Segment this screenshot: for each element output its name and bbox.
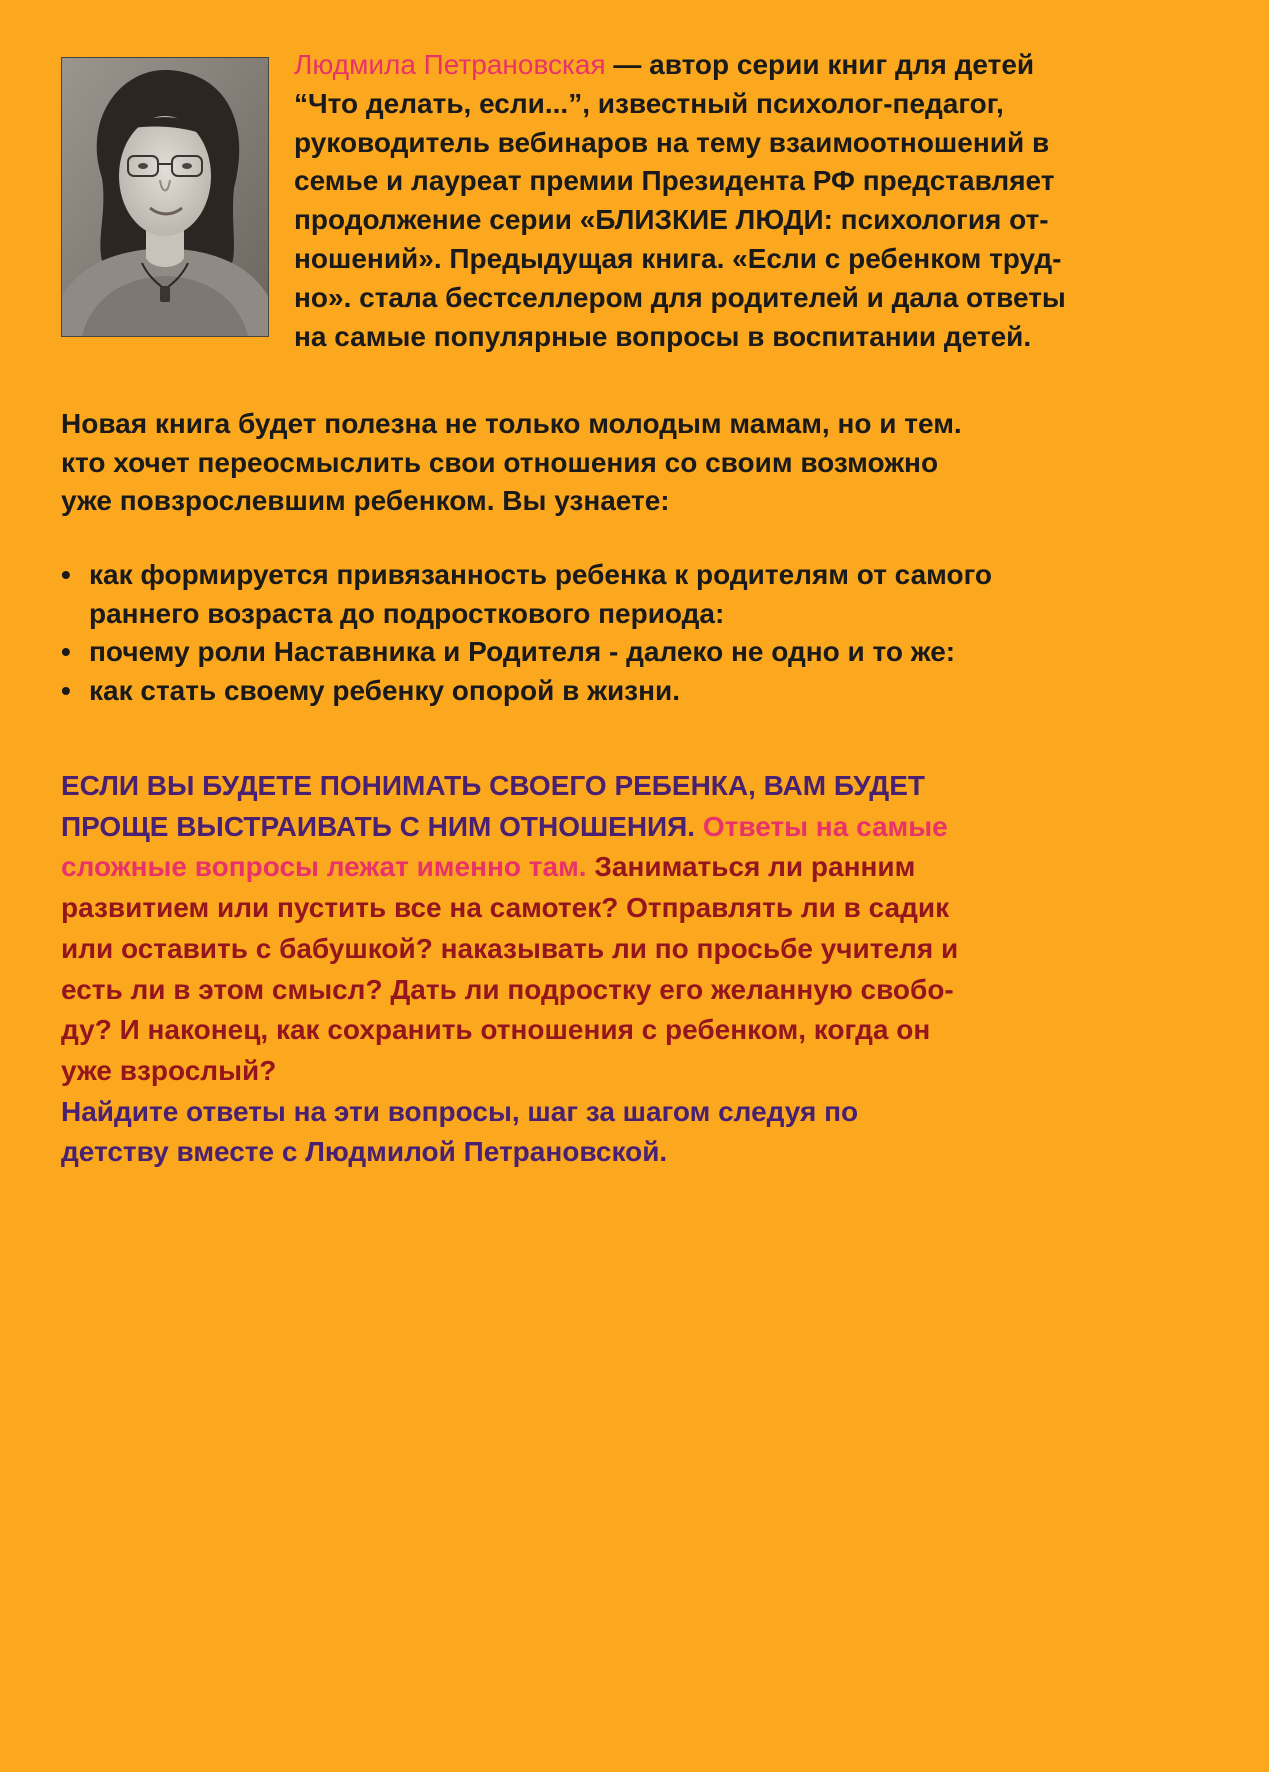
list-item [61, 633, 1201, 672]
questions-part-1: Заниматься ли ранним [586, 851, 916, 883]
headline-line-1: ЕСЛИ ВЫ БУДЕТЕ ПОНИМАТЬ СВОЕГО РЕБЕНКА, ВАМ БУДЕТ [61, 770, 925, 801]
questions-line-3: или оставить с бабушкой? наказывать ли по просьбе учителя и [61, 932, 959, 964]
intro-line-1: Новая книга будет полезна не только молодым мамам, но и тем. [61, 408, 962, 439]
benefits-list [61, 556, 1201, 710]
highlight-part-2: сложные вопросы лежат именно там. [61, 851, 587, 883]
highlight-part-1: Ответы на самые [695, 810, 948, 842]
outro-line-2 [61, 807, 1221, 848]
headline-line-2: ПРОЩЕ ВЫСТРАИВАТЬ С НИМ ОТНОШЕНИЯ. [61, 810, 696, 842]
author-bio [294, 46, 1194, 356]
list-item-line: как формируется привязанность ребенка к родителям от самого [89, 559, 993, 590]
bio-line-6: ношений». Предыдущая книга. «Если с ребенком труд- [294, 242, 1062, 274]
bullet-marker: • [61, 559, 71, 590]
closing-line-1: Найдите ответы на эти вопросы, шаг за шагом следуя по [61, 1095, 859, 1127]
outro-paragraph [61, 766, 1221, 1173]
author-name: Людмила Петрановская [294, 49, 606, 80]
bio-line-7: но». стала бестселлером для родителей и дала ответы [294, 281, 1066, 313]
bio-line-1 [294, 46, 1194, 85]
questions-line-4: есть ли в этом смысл? Дать ли подростку его желанную свобо- [61, 973, 954, 1005]
outro-line-3 [61, 847, 1221, 888]
list-item-line: как стать своему ребенку опорой в жизни. [89, 674, 681, 706]
list-item-line: почему роли Наставника и Родителя - далеко не одно и то же: [89, 636, 956, 667]
bullet-marker: • [61, 674, 71, 706]
closing-line-2: детству вместе с Людмилой Петрановской. [61, 1136, 668, 1168]
bio-line-4: семье и лауреат премии Президента РФ представляет [294, 165, 1055, 197]
portrait-photo-icon [62, 58, 268, 336]
questions-line-2: развитием или пустить все на самотек? Отправлять ли в садик [61, 892, 950, 924]
bio-line-5: продолжение серии «БЛИЗКИЕ ЛЮДИ: психология от- [294, 204, 1049, 236]
bullet-marker: • [61, 636, 71, 667]
bio-line-2: “Что делать, если...”, известный психолог-педагог, [294, 87, 1004, 119]
bio-line-1-rest: — автор серии книг для детей [605, 49, 1035, 80]
author-photo [61, 57, 269, 337]
list-item [61, 556, 1201, 633]
intro-line-3: уже повзрослевшим ребенком. Вы узнаете: [61, 485, 670, 516]
list-item [61, 672, 1201, 711]
list-item-line: раннего возраста до подросткового периода: [89, 597, 725, 629]
bio-line-8: на самые популярные вопросы в воспитании детей. [294, 320, 1032, 352]
bio-line-3: руководитель вебинаров на тему взаимоотношений в [294, 126, 1050, 158]
intro-line-2: кто хочет переосмыслить свои отношения со своим возможно [61, 446, 939, 478]
questions-line-5: ду? И наконец, как сохранить отношения с ребенком, когда он [61, 1014, 931, 1046]
intro-paragraph [61, 405, 1201, 521]
questions-line-6: уже взрослый? [61, 1054, 277, 1086]
